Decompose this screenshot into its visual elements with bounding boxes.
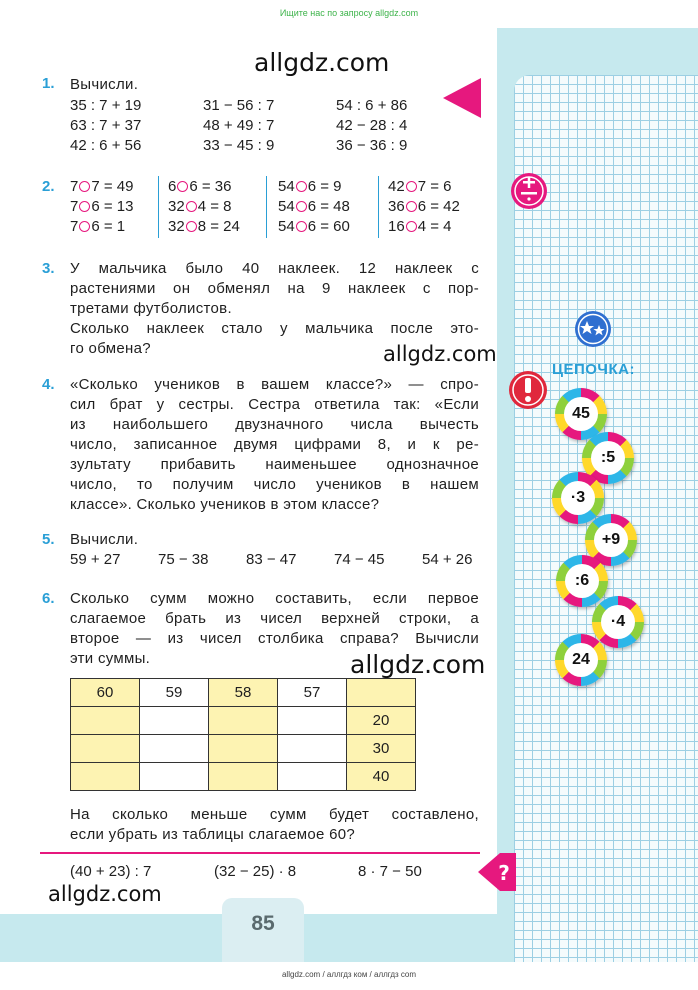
expression: 83 − 47 bbox=[246, 551, 297, 568]
table-cell: 58 bbox=[209, 679, 278, 707]
chain-title: ЦЕПОЧКА: bbox=[552, 361, 635, 378]
missing-sign-circle[interactable] bbox=[296, 201, 307, 212]
expression: 8 · 7 − 50 bbox=[358, 863, 422, 880]
chain-value: ·4 bbox=[601, 605, 635, 639]
task-2-number: 2. bbox=[42, 178, 55, 195]
watermark: allgdz.com bbox=[254, 48, 390, 77]
equation: 36 6 = 42 bbox=[388, 198, 460, 215]
task-3-number: 3. bbox=[42, 260, 55, 277]
task-text-line: «Сколько учеников в вашем классе?» — спро- bbox=[70, 376, 479, 393]
expression: 54 + 26 bbox=[422, 551, 473, 568]
expression: 75 − 38 bbox=[158, 551, 209, 568]
missing-sign-circle[interactable] bbox=[186, 221, 197, 232]
expression: 36 − 36 : 9 bbox=[336, 137, 408, 154]
task-text-line: зультату прибавить наименьшее однозначное bbox=[70, 456, 479, 473]
task-1-number: 1. bbox=[42, 75, 55, 92]
equation: 42 7 = 6 bbox=[388, 178, 452, 195]
table-cell bbox=[347, 679, 416, 707]
equation: 7 6 = 1 bbox=[70, 218, 126, 235]
equation: 16 4 = 4 bbox=[388, 218, 452, 235]
missing-sign-circle[interactable] bbox=[406, 201, 417, 212]
table-cell[interactable] bbox=[71, 763, 140, 791]
task-text-line: слагаемое брать из чисел верхней строки, а bbox=[70, 610, 479, 627]
divider bbox=[378, 176, 379, 238]
task-text-line: число, записанное двумя цифрами 8, и к ре- bbox=[70, 436, 479, 453]
expression: 42 : 6 + 56 bbox=[70, 137, 142, 154]
expression: 42 − 28 : 4 bbox=[336, 117, 408, 134]
equation: 32 8 = 24 bbox=[168, 218, 240, 235]
equation: 6 6 = 36 bbox=[168, 178, 232, 195]
exclamation-icon bbox=[508, 370, 548, 410]
chain-value: :6 bbox=[565, 564, 599, 598]
table-cell: 57 bbox=[278, 679, 347, 707]
task-text-line: число, то получим число учеников в нашем bbox=[70, 476, 479, 493]
table-cell[interactable] bbox=[209, 735, 278, 763]
table-cell: 60 bbox=[71, 679, 140, 707]
header-note: Ищите нас по запросу allgdz.com bbox=[279, 8, 419, 18]
watermark: allgdz.com bbox=[48, 882, 162, 906]
expression: 31 − 56 : 7 bbox=[203, 97, 275, 114]
task-text-line: растениями он обменял на 9 наклеек с пор- bbox=[70, 280, 479, 297]
watermark: allgdz.com bbox=[350, 650, 486, 679]
expression: 74 − 45 bbox=[334, 551, 385, 568]
missing-sign-circle[interactable] bbox=[79, 201, 90, 212]
task-4-number: 4. bbox=[42, 376, 55, 393]
missing-sign-circle[interactable] bbox=[296, 181, 307, 192]
task-text-line: Сколько наклеек стало у мальчика после это- bbox=[70, 320, 479, 337]
equation: 7 7 = 49 bbox=[70, 178, 134, 195]
chain-chip bbox=[552, 472, 604, 524]
divider bbox=[266, 176, 267, 238]
stars-icon bbox=[574, 310, 612, 348]
divider bbox=[158, 176, 159, 238]
sums-table bbox=[70, 678, 416, 791]
task-text-line: третами футболистов. bbox=[70, 300, 232, 317]
task-6-number: 6. bbox=[42, 590, 55, 607]
task-text-line: из наибольшего двузначного числа вычесть bbox=[70, 416, 479, 433]
expression: 33 − 45 : 9 bbox=[203, 137, 275, 154]
table-cell[interactable] bbox=[71, 735, 140, 763]
table-cell[interactable] bbox=[209, 707, 278, 735]
task-text-line: если убрать из таблицы слагаемое 60? bbox=[70, 826, 356, 843]
svg-text:?: ? bbox=[498, 861, 510, 885]
table-cell[interactable] bbox=[71, 707, 140, 735]
table-cell: 40 bbox=[347, 763, 416, 791]
equation: 32 4 = 8 bbox=[168, 198, 232, 215]
chain-chip bbox=[556, 555, 608, 607]
task-5-number: 5. bbox=[42, 531, 55, 548]
expression: 35 : 7 + 19 bbox=[70, 97, 142, 114]
chain-chip bbox=[555, 634, 607, 686]
table-cell[interactable] bbox=[140, 735, 209, 763]
chain-value: 24 bbox=[564, 643, 598, 677]
triangle-pointer-icon bbox=[443, 78, 481, 118]
page-number: 85 bbox=[251, 912, 275, 935]
equation: 54 6 = 48 bbox=[278, 198, 350, 215]
equation: 7 6 = 13 bbox=[70, 198, 134, 215]
watermark: allgdz.com bbox=[383, 342, 497, 366]
task-text-line: классе». Сколько учеников в этом классе? bbox=[70, 496, 380, 513]
chain-value: :5 bbox=[591, 441, 625, 475]
chain-value: ·3 bbox=[561, 481, 595, 515]
table-cell[interactable] bbox=[209, 763, 278, 791]
table-cell[interactable] bbox=[140, 707, 209, 735]
expression: 48 + 49 : 7 bbox=[203, 117, 275, 134]
divider-line bbox=[40, 852, 480, 854]
expression: (40 + 23) : 7 bbox=[70, 863, 152, 880]
missing-sign-circle[interactable] bbox=[186, 201, 197, 212]
task-text-line: го обмена? bbox=[70, 340, 151, 357]
task-text-line: У мальчика было 40 наклеек. 12 наклеек с bbox=[70, 260, 479, 277]
expression: 54 : 6 + 86 bbox=[336, 97, 408, 114]
missing-sign-circle[interactable] bbox=[79, 221, 90, 232]
chain-chip bbox=[555, 388, 607, 440]
footer-note: allgdz.com / аллгдз ком / аллгдз com bbox=[281, 970, 417, 979]
missing-sign-circle[interactable] bbox=[296, 221, 307, 232]
chain-chip bbox=[592, 596, 644, 648]
table-cell[interactable] bbox=[278, 735, 347, 763]
table-cell[interactable] bbox=[278, 763, 347, 791]
missing-sign-circle[interactable] bbox=[177, 181, 188, 192]
task-text-line: эти суммы. bbox=[70, 650, 151, 667]
table-cell: 59 bbox=[140, 679, 209, 707]
task-1-title: Вычисли. bbox=[70, 76, 139, 93]
table-cell[interactable] bbox=[278, 707, 347, 735]
task-text-line: На сколько меньше сумм будет составлено, bbox=[70, 806, 479, 823]
table-cell[interactable] bbox=[140, 763, 209, 791]
expression: (32 − 25) · 8 bbox=[214, 863, 297, 880]
missing-sign-circle[interactable] bbox=[406, 221, 417, 232]
task-text-line: сил брат у сестры. Сестра ответила так: «Если bbox=[70, 396, 479, 413]
chain-value: +9 bbox=[594, 523, 628, 557]
task-text-line: второе — из чисел столбика справа? Вычисли bbox=[70, 630, 479, 647]
equation: 54 6 = 60 bbox=[278, 218, 350, 235]
table-cell: 20 bbox=[347, 707, 416, 735]
equation: 54 6 = 9 bbox=[278, 178, 342, 195]
expression: 63 : 7 + 37 bbox=[70, 117, 142, 134]
missing-sign-circle[interactable] bbox=[79, 181, 90, 192]
table-cell: 30 bbox=[347, 735, 416, 763]
plus-minus-icon bbox=[510, 172, 548, 210]
missing-sign-circle[interactable] bbox=[406, 181, 417, 192]
expression: 59 + 27 bbox=[70, 551, 121, 568]
task-5-title: Вычисли. bbox=[70, 531, 139, 548]
question-icon bbox=[478, 851, 518, 893]
task-text-line: Сколько сумм можно составить, если первое bbox=[70, 590, 479, 607]
chain-value: 45 bbox=[564, 397, 598, 431]
